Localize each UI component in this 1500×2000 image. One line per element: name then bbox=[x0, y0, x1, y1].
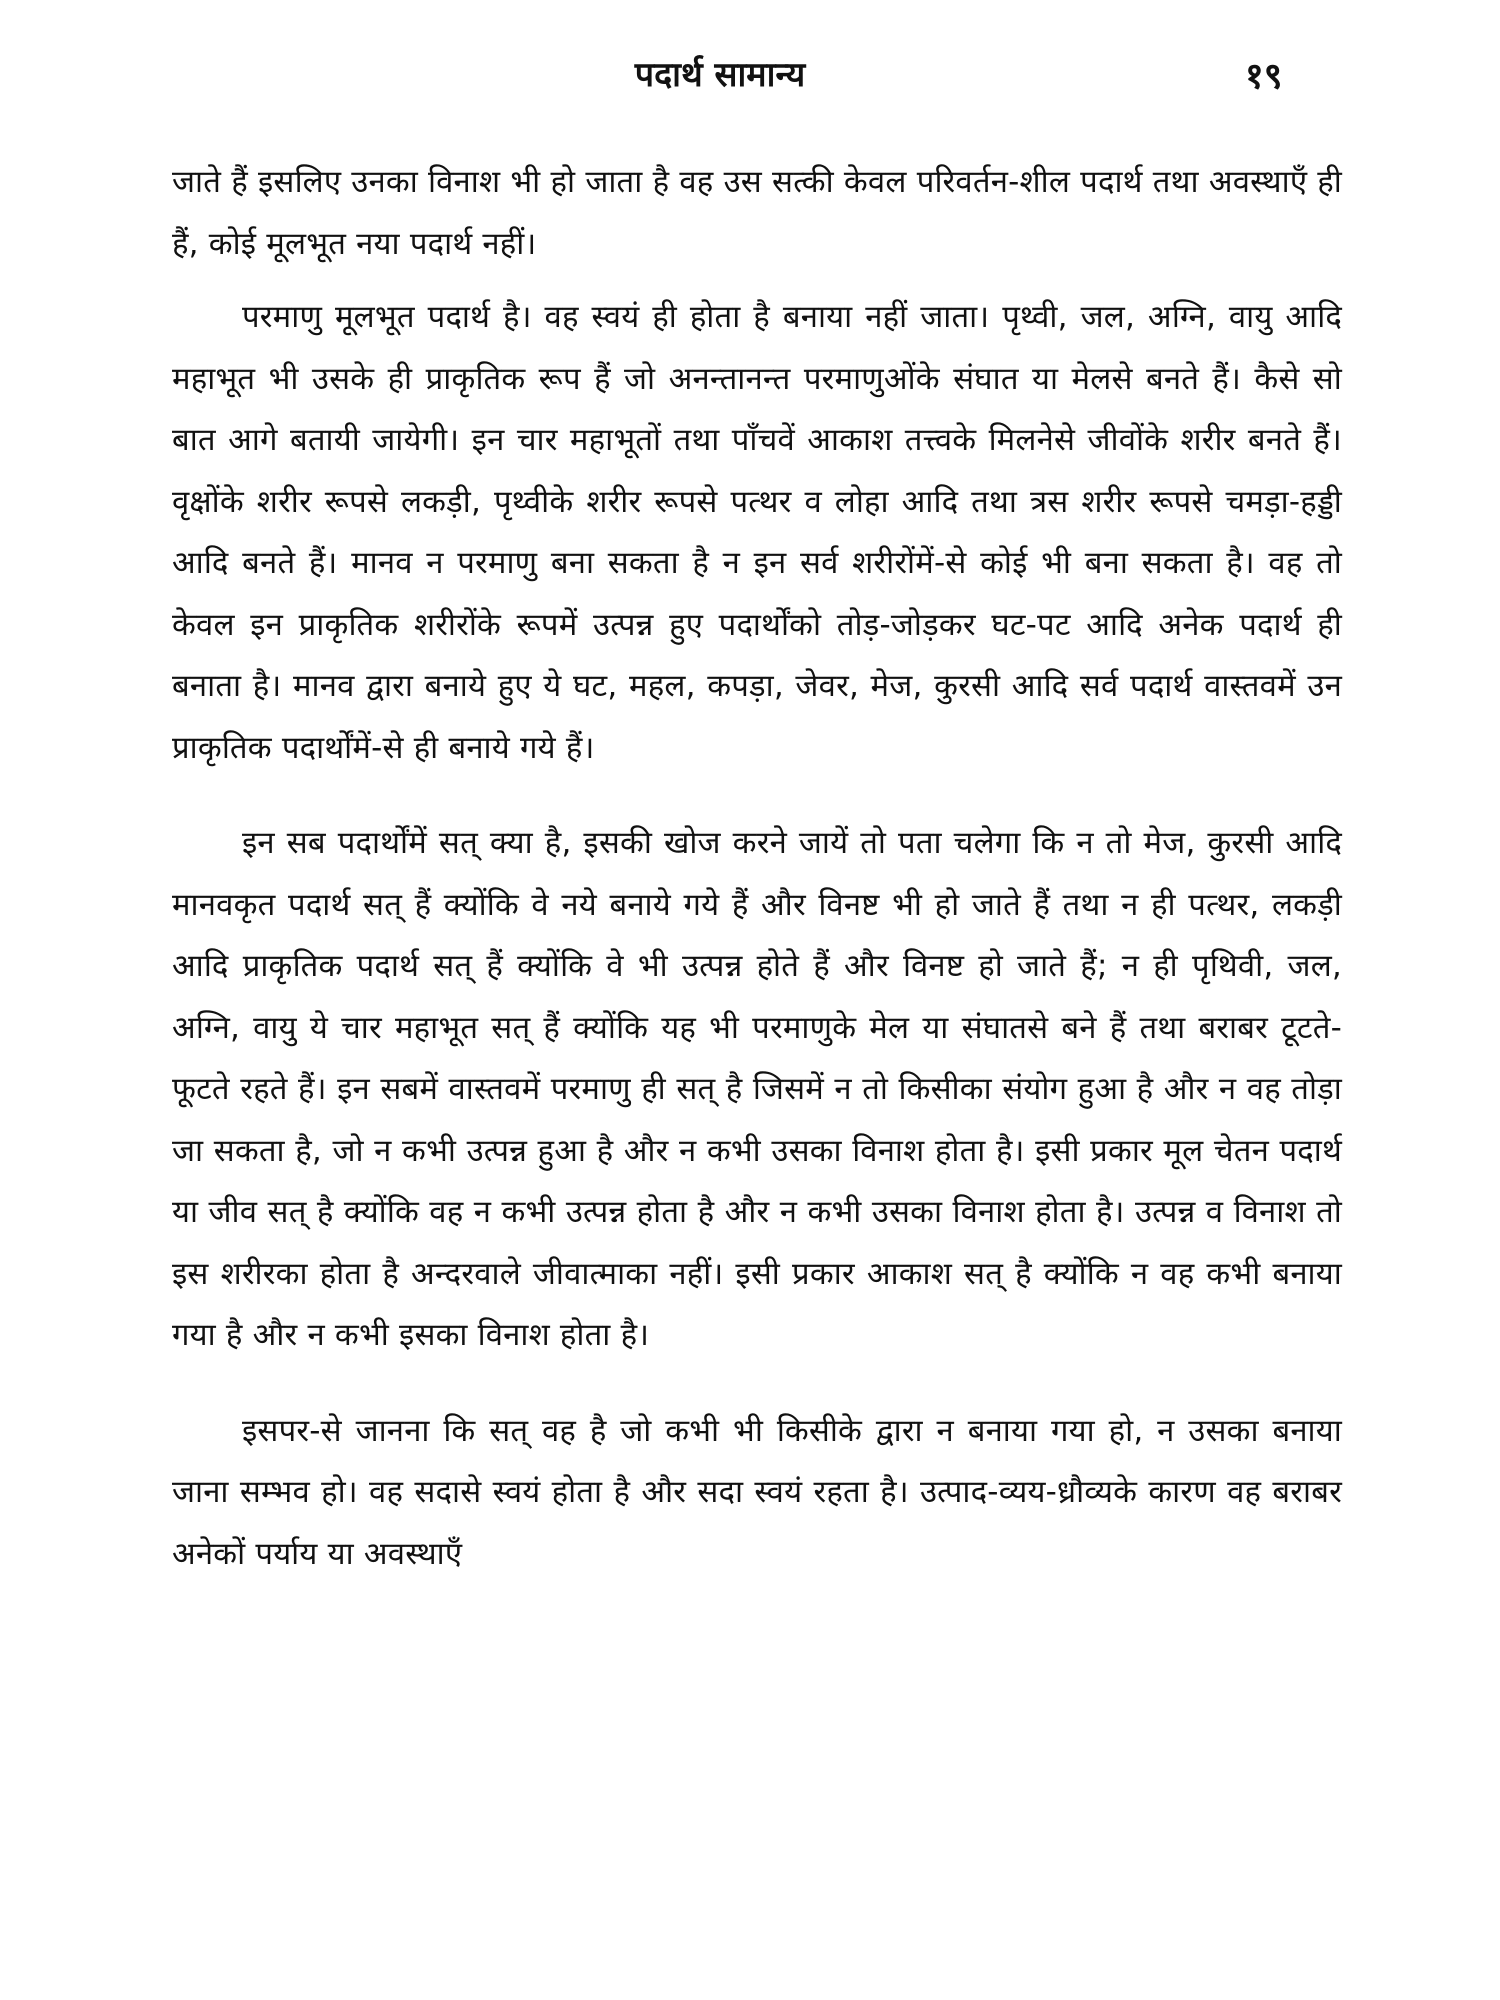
page-header bbox=[0, 50, 1500, 110]
paragraph-sat-khoj: इन सब पदार्थोंमें सत् क्या है, इसकी खोज करने जायें तो पता चलेगा कि न तो मेज, कुरसी आदि मानवकृत पदार्थ सत् हैं क्योंकि वे नये बनाये गये हैं और विनष्ट भी हो जाते हैं तथा न ही पत्थर, लकड़ी आदि प्राकृतिक पदार्थ सत् हैं क्योंकि वे भी उत्पन्न होते हैं और विनष्ट हो जाते हैं; न ही पृथिवी, जल, अग्नि, वायु ये चार महाभूत सत् हैं क्योंकि यह भी परमाणुके मेल या संघातसे बने हैं तथा बराबर टूटते-फूटते रहते हैं। इन सबमें वास्तवमें परमाणु ही सत् है जिसमें न तो किसीका संयोग हुआ है और न वह तोड़ा जा सकता है, जो न कभी उत्पन्न हुआ है और न कभी उसका विनाश होता है। इसी प्रकार मूल चेतन पदार्थ या जीव सत् है क्योंकि वह न कभी उत्पन्न होता है और न कभी उसका विनाश होता है। उत्पन्न व विनाश तो इस शरीरका होता है अन्दरवाले जीवात्माका नहीं। इसी प्रकार आकाश सत् है क्योंकि न वह कभी बनाया गया है और न कभी इसका विनाश होता है। bbox=[172, 825, 1342, 1353]
paragraph-sat-paribhasha: इसपर-से जानना कि सत् वह है जो कभी भी किसीके द्वारा न बनाया गया हो, न उसका बनाया जाना सम्भव हो। वह सदासे स्वयं होता है और सदा स्वयं रहता है। उत्पाद-व्यय-ध्रौव्यके कारण वह बराबर अनेकों पर्याय या अवस्थाएँ bbox=[172, 1412, 1342, 1572]
body-text bbox=[172, 152, 1342, 1585]
page-number: १९ bbox=[1245, 56, 1283, 97]
running-title: पदार्थ सामान्य bbox=[634, 55, 806, 95]
paragraph-paramanu: परमाणु मूलभूत पदार्थ है। वह स्वयं ही होता है बनाया नहीं जाता। पृथ्वी, जल, अग्नि, वायु आदि महाभूत भी उसके ही प्राकृतिक रूप हैं जो अनन्तानन्त परमाणुओंके संघात या मेलसे बनते हैं। कैसे सो बात आगे बतायी जायेगी। इन चार महाभूतों तथा पाँचवें आकाश तत्त्वके मिलनेसे जीवोंके शरीर बनते हैं। वृक्षोंके शरीर रूपसे लकड़ी, पृथ्वीके शरीर रूपसे पत्थर व लोहा आदि तथा त्रस शरीर रूपसे चमड़ा-हड्डी आदि बनते हैं। मानव न परमाणु बना सकता है न इन सर्व शरीरोंमें-से कोई भी बना सकता है। वह तो केवल इन प्राकृतिक शरीरोंके रूपमें उत्पन्न हुए पदार्थोंको तोड़-जोड़कर घट-पट आदि अनेक पदार्थ ही बनाता है। मानव द्वारा बनाये हुए ये घट, महल, कपड़ा, जेवर, मेज, कुरसी आदि सर्व पदार्थ वास्तवमें उन प्राकृतिक पदार्थोंमें-से ही बनाये गये हैं। bbox=[172, 299, 1342, 766]
paragraph-continuation: जाते हैं इसलिए उनका विनाश भी हो जाता है वह उस सत्की केवल परिवर्तन-शील पदार्थ तथा अवस्थाएँ ही हैं, कोई मूलभूत नया पदार्थ नहीं। bbox=[172, 164, 1342, 262]
